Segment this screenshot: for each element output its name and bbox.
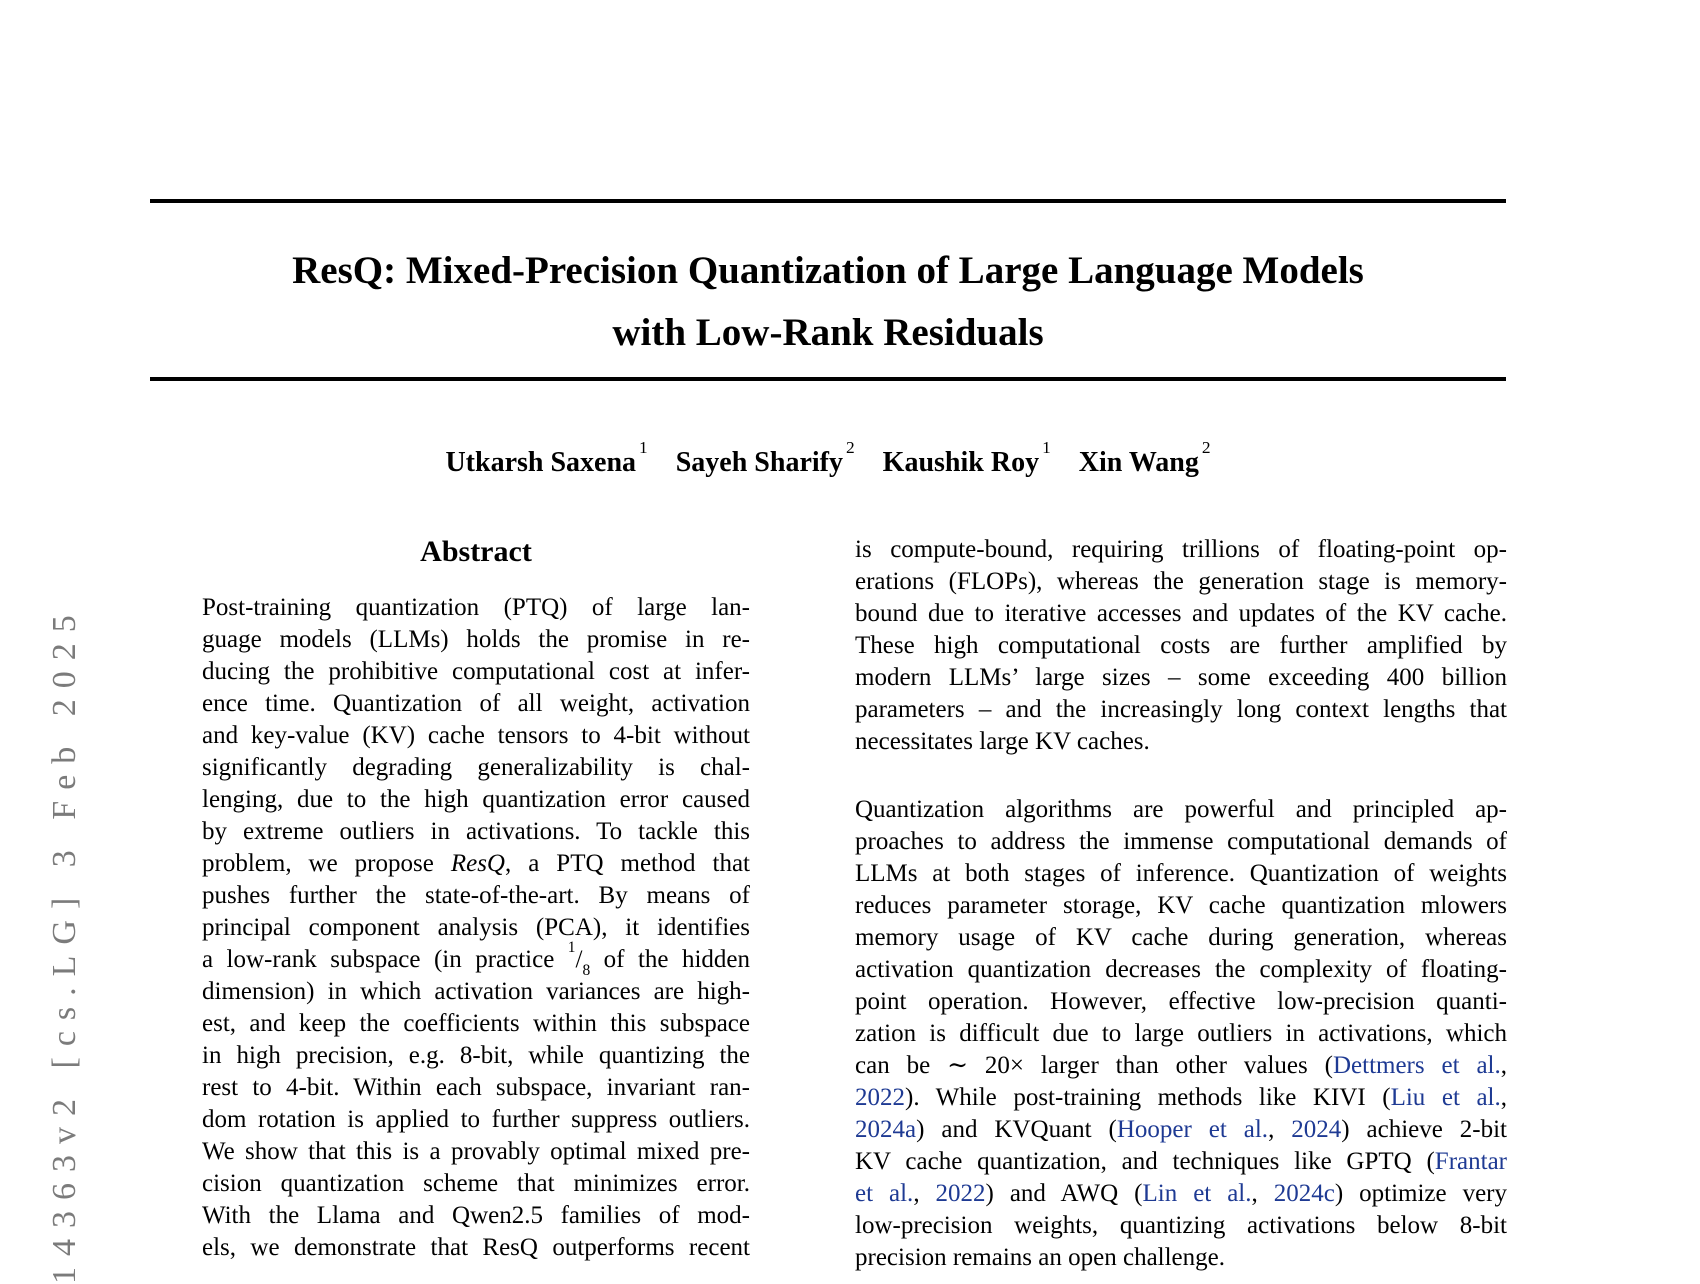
author bbox=[445, 437, 648, 480]
text-segment: cision quantization scheme that minimizes error. bbox=[202, 1170, 750, 1197]
text-line bbox=[855, 1242, 1507, 1274]
text-segment: parameters – and the increasingly long context lengths that bbox=[855, 696, 1507, 723]
citation-link[interactable]: 2024 bbox=[1291, 1116, 1342, 1143]
text-segment: KV cache quantization, and techniques like GPTQ ( bbox=[855, 1148, 1435, 1175]
text-line bbox=[855, 1178, 1507, 1210]
text-segment: guage models (LLMs) holds the promise in re- bbox=[202, 626, 750, 653]
text-line bbox=[855, 922, 1507, 954]
text-line bbox=[202, 848, 750, 880]
author-name: Xin Wang bbox=[1078, 447, 1199, 478]
citation-link[interactable]: 2024c bbox=[1273, 1180, 1335, 1207]
text-segment: bound due to iterative accesses and updates of the KV cache. bbox=[855, 600, 1507, 627]
arxiv-watermark: 14363v2 [cs.LG] 3 Feb 2025 bbox=[46, 604, 83, 1284]
text-segment: necessitates large KV caches. bbox=[855, 728, 1150, 755]
text-segment: in high precision, e.g. 8-bit, while quantizing the bbox=[202, 1042, 750, 1069]
text-segment: ) and AWQ ( bbox=[985, 1180, 1143, 1207]
text-segment: These high computational costs are further amplified by bbox=[855, 632, 1507, 659]
text-segment: rest to 4-bit. Within each subspace, invariant ran- bbox=[202, 1074, 750, 1101]
text-segment: ). While post-training methods like KIVI ( bbox=[905, 1084, 1391, 1111]
text-line bbox=[202, 976, 750, 1008]
text-segment: zation is difficult due to large outliers in activations, which bbox=[855, 1020, 1507, 1047]
text-segment: of the hidden bbox=[590, 946, 750, 973]
text-line bbox=[202, 1136, 750, 1168]
text-line bbox=[855, 858, 1507, 890]
text-line bbox=[202, 1008, 750, 1040]
text-line bbox=[202, 784, 750, 816]
text-segment: With the Llama and Qwen2.5 families of mod- bbox=[202, 1202, 750, 1229]
text-line bbox=[202, 592, 750, 624]
text-line bbox=[855, 1114, 1507, 1146]
text-line bbox=[855, 630, 1507, 662]
text-segment: , bbox=[1251, 1180, 1274, 1207]
citation-link[interactable]: Hooper et al. bbox=[1116, 1116, 1269, 1143]
abstract-text bbox=[202, 592, 750, 1264]
author-affiliation-sup: 1 bbox=[1042, 437, 1051, 457]
text-line bbox=[202, 624, 750, 656]
text-segment: We show that this is a provably optimal mixed pre- bbox=[202, 1138, 750, 1165]
text-line bbox=[202, 1232, 750, 1264]
text-segment: significantly degrading generalizability is chal- bbox=[202, 754, 750, 781]
text-segment: , bbox=[1500, 1084, 1507, 1111]
text-segment: , bbox=[1500, 1052, 1507, 1079]
citation-link[interactable]: Lin et al. bbox=[1142, 1180, 1252, 1207]
text-line bbox=[202, 720, 750, 752]
text-segment: memory usage of KV cache during generation, whereas bbox=[855, 924, 1507, 951]
text-line bbox=[855, 1050, 1507, 1082]
text-segment: pushes further the state-of-the-art. By means of bbox=[202, 882, 750, 909]
fraction-sup: 1 bbox=[567, 939, 576, 957]
text-line bbox=[855, 534, 1507, 566]
fraction-sub: 8 bbox=[582, 961, 591, 979]
column-left bbox=[202, 592, 750, 1264]
text-segment: ) and KVQuant ( bbox=[916, 1116, 1117, 1143]
author bbox=[675, 437, 855, 480]
text-line bbox=[202, 1168, 750, 1200]
text-segment: Post-training quantization (PTQ) of large lan- bbox=[202, 594, 750, 621]
text-segment: is compute-bound, requiring trillions of floating-point op- bbox=[855, 536, 1507, 563]
text-segment: , a PTQ method that bbox=[504, 850, 750, 877]
text-line bbox=[855, 1146, 1507, 1178]
text-segment: lenging, due to the high quantization error caused bbox=[202, 786, 750, 813]
text-line bbox=[202, 1200, 750, 1232]
text-line bbox=[855, 1018, 1507, 1050]
text-segment: / bbox=[575, 946, 583, 973]
text-line bbox=[202, 752, 750, 784]
paper-title bbox=[150, 240, 1506, 364]
text-segment: activation quantization decreases the complexity of floating- bbox=[855, 956, 1507, 983]
text-segment: principal component analysis (PCA), it identifies bbox=[202, 914, 750, 941]
text-segment: erations (FLOPs), whereas the generation stage is memory- bbox=[855, 568, 1507, 595]
text-line bbox=[855, 1210, 1507, 1242]
column-right bbox=[855, 534, 1507, 1274]
text-segment: low-precision weights, quantizing activations below 8-bit bbox=[855, 1212, 1507, 1239]
text-line bbox=[855, 890, 1507, 922]
text-line bbox=[855, 662, 1507, 694]
citation-link[interactable]: Liu et al. bbox=[1390, 1084, 1501, 1111]
text-segment: precision remains an open challenge. bbox=[855, 1244, 1225, 1271]
text-segment: dom rotation is applied to further suppress outliers. bbox=[202, 1106, 750, 1133]
intro-paragraph-2 bbox=[855, 794, 1507, 1274]
paper-title-line-1: ResQ: Mixed-Precision Quantization of Large Language Models bbox=[292, 249, 1364, 292]
title-rule-bottom bbox=[150, 377, 1506, 381]
author-affiliation-sup: 1 bbox=[639, 437, 648, 457]
text-segment: point operation. However, effective low-precision quanti- bbox=[855, 988, 1507, 1015]
paper-title-line-2: with Low-Rank Residuals bbox=[612, 311, 1044, 354]
text-line bbox=[202, 1072, 750, 1104]
text-line bbox=[855, 826, 1507, 858]
text-line bbox=[855, 726, 1507, 758]
text-segment: problem, we propose bbox=[202, 850, 451, 877]
text-line bbox=[855, 566, 1507, 598]
text-segment: ) optimize very bbox=[1334, 1180, 1508, 1207]
text-line bbox=[855, 986, 1507, 1018]
text-line bbox=[855, 598, 1507, 630]
text-line bbox=[202, 912, 750, 944]
text-line bbox=[202, 1040, 750, 1072]
citation-link[interactable]: Frantar bbox=[1434, 1148, 1507, 1175]
text-segment: els, we demonstrate that ResQ outperforms recent bbox=[202, 1234, 750, 1261]
text-line bbox=[202, 939, 750, 979]
text-segment: modern LLMs’ large sizes – some exceeding 400 billion bbox=[855, 664, 1507, 691]
citation-link[interactable]: 2022 bbox=[935, 1180, 986, 1207]
text-segment: reduces parameter storage, KV cache quantization mlowers bbox=[855, 892, 1507, 919]
author-name: Utkarsh Saxena bbox=[445, 447, 637, 478]
citation-link[interactable]: 2022 bbox=[855, 1084, 905, 1111]
author-affiliation-sup: 2 bbox=[845, 437, 855, 457]
text-segment: est, and keep the coefficients within this subspace bbox=[202, 1010, 750, 1037]
text-segment: a low-rank subspace (in practice bbox=[202, 946, 568, 973]
author bbox=[1078, 437, 1211, 480]
text-segment: dimension) in which activation variances are high- bbox=[202, 978, 750, 1005]
author-affiliation-sup: 2 bbox=[1201, 437, 1211, 457]
citation-link[interactable]: 2024a bbox=[855, 1116, 917, 1143]
emphasized-text: ResQ bbox=[450, 850, 505, 877]
text-line bbox=[202, 656, 750, 688]
text-segment: can be ∼ 20× larger than other values ( bbox=[855, 1052, 1333, 1079]
text-segment: ence time. Quantization of all weight, activation bbox=[202, 690, 750, 717]
text-segment: Quantization algorithms are powerful and principled ap- bbox=[855, 796, 1507, 823]
author-name: Sayeh Sharify bbox=[675, 447, 843, 478]
citation-link[interactable]: Dettmers et al. bbox=[1332, 1052, 1501, 1079]
abstract-heading: Abstract bbox=[420, 535, 532, 568]
text-segment: by extreme outliers in activations. To tackle this bbox=[202, 818, 750, 845]
citation-link[interactable]: et al. bbox=[855, 1180, 914, 1207]
text-segment: , bbox=[913, 1180, 936, 1207]
text-line bbox=[202, 816, 750, 848]
text-line bbox=[855, 694, 1507, 726]
intro-paragraph-1 bbox=[855, 534, 1507, 758]
text-segment: proaches to address the immense computational demands of bbox=[855, 828, 1507, 855]
text-line bbox=[202, 880, 750, 912]
text-line bbox=[855, 1082, 1507, 1114]
text-segment: ducing the prohibitive computational cost at infer- bbox=[202, 658, 750, 685]
text-line bbox=[202, 1104, 750, 1136]
text-segment: , bbox=[1268, 1116, 1292, 1143]
author-line bbox=[150, 437, 1506, 480]
author bbox=[882, 437, 1051, 480]
text-line bbox=[855, 954, 1507, 986]
author-name: Kaushik Roy bbox=[882, 447, 1040, 478]
text-segment: LLMs at both stages of inference. Quantization of weights bbox=[855, 860, 1507, 887]
text-line bbox=[202, 688, 750, 720]
title-rule-top bbox=[150, 199, 1506, 203]
text-segment: ) achieve 2-bit bbox=[1341, 1116, 1507, 1143]
text-segment: and key-value (KV) cache tensors to 4-bit without bbox=[202, 722, 750, 749]
text-line bbox=[855, 794, 1507, 826]
